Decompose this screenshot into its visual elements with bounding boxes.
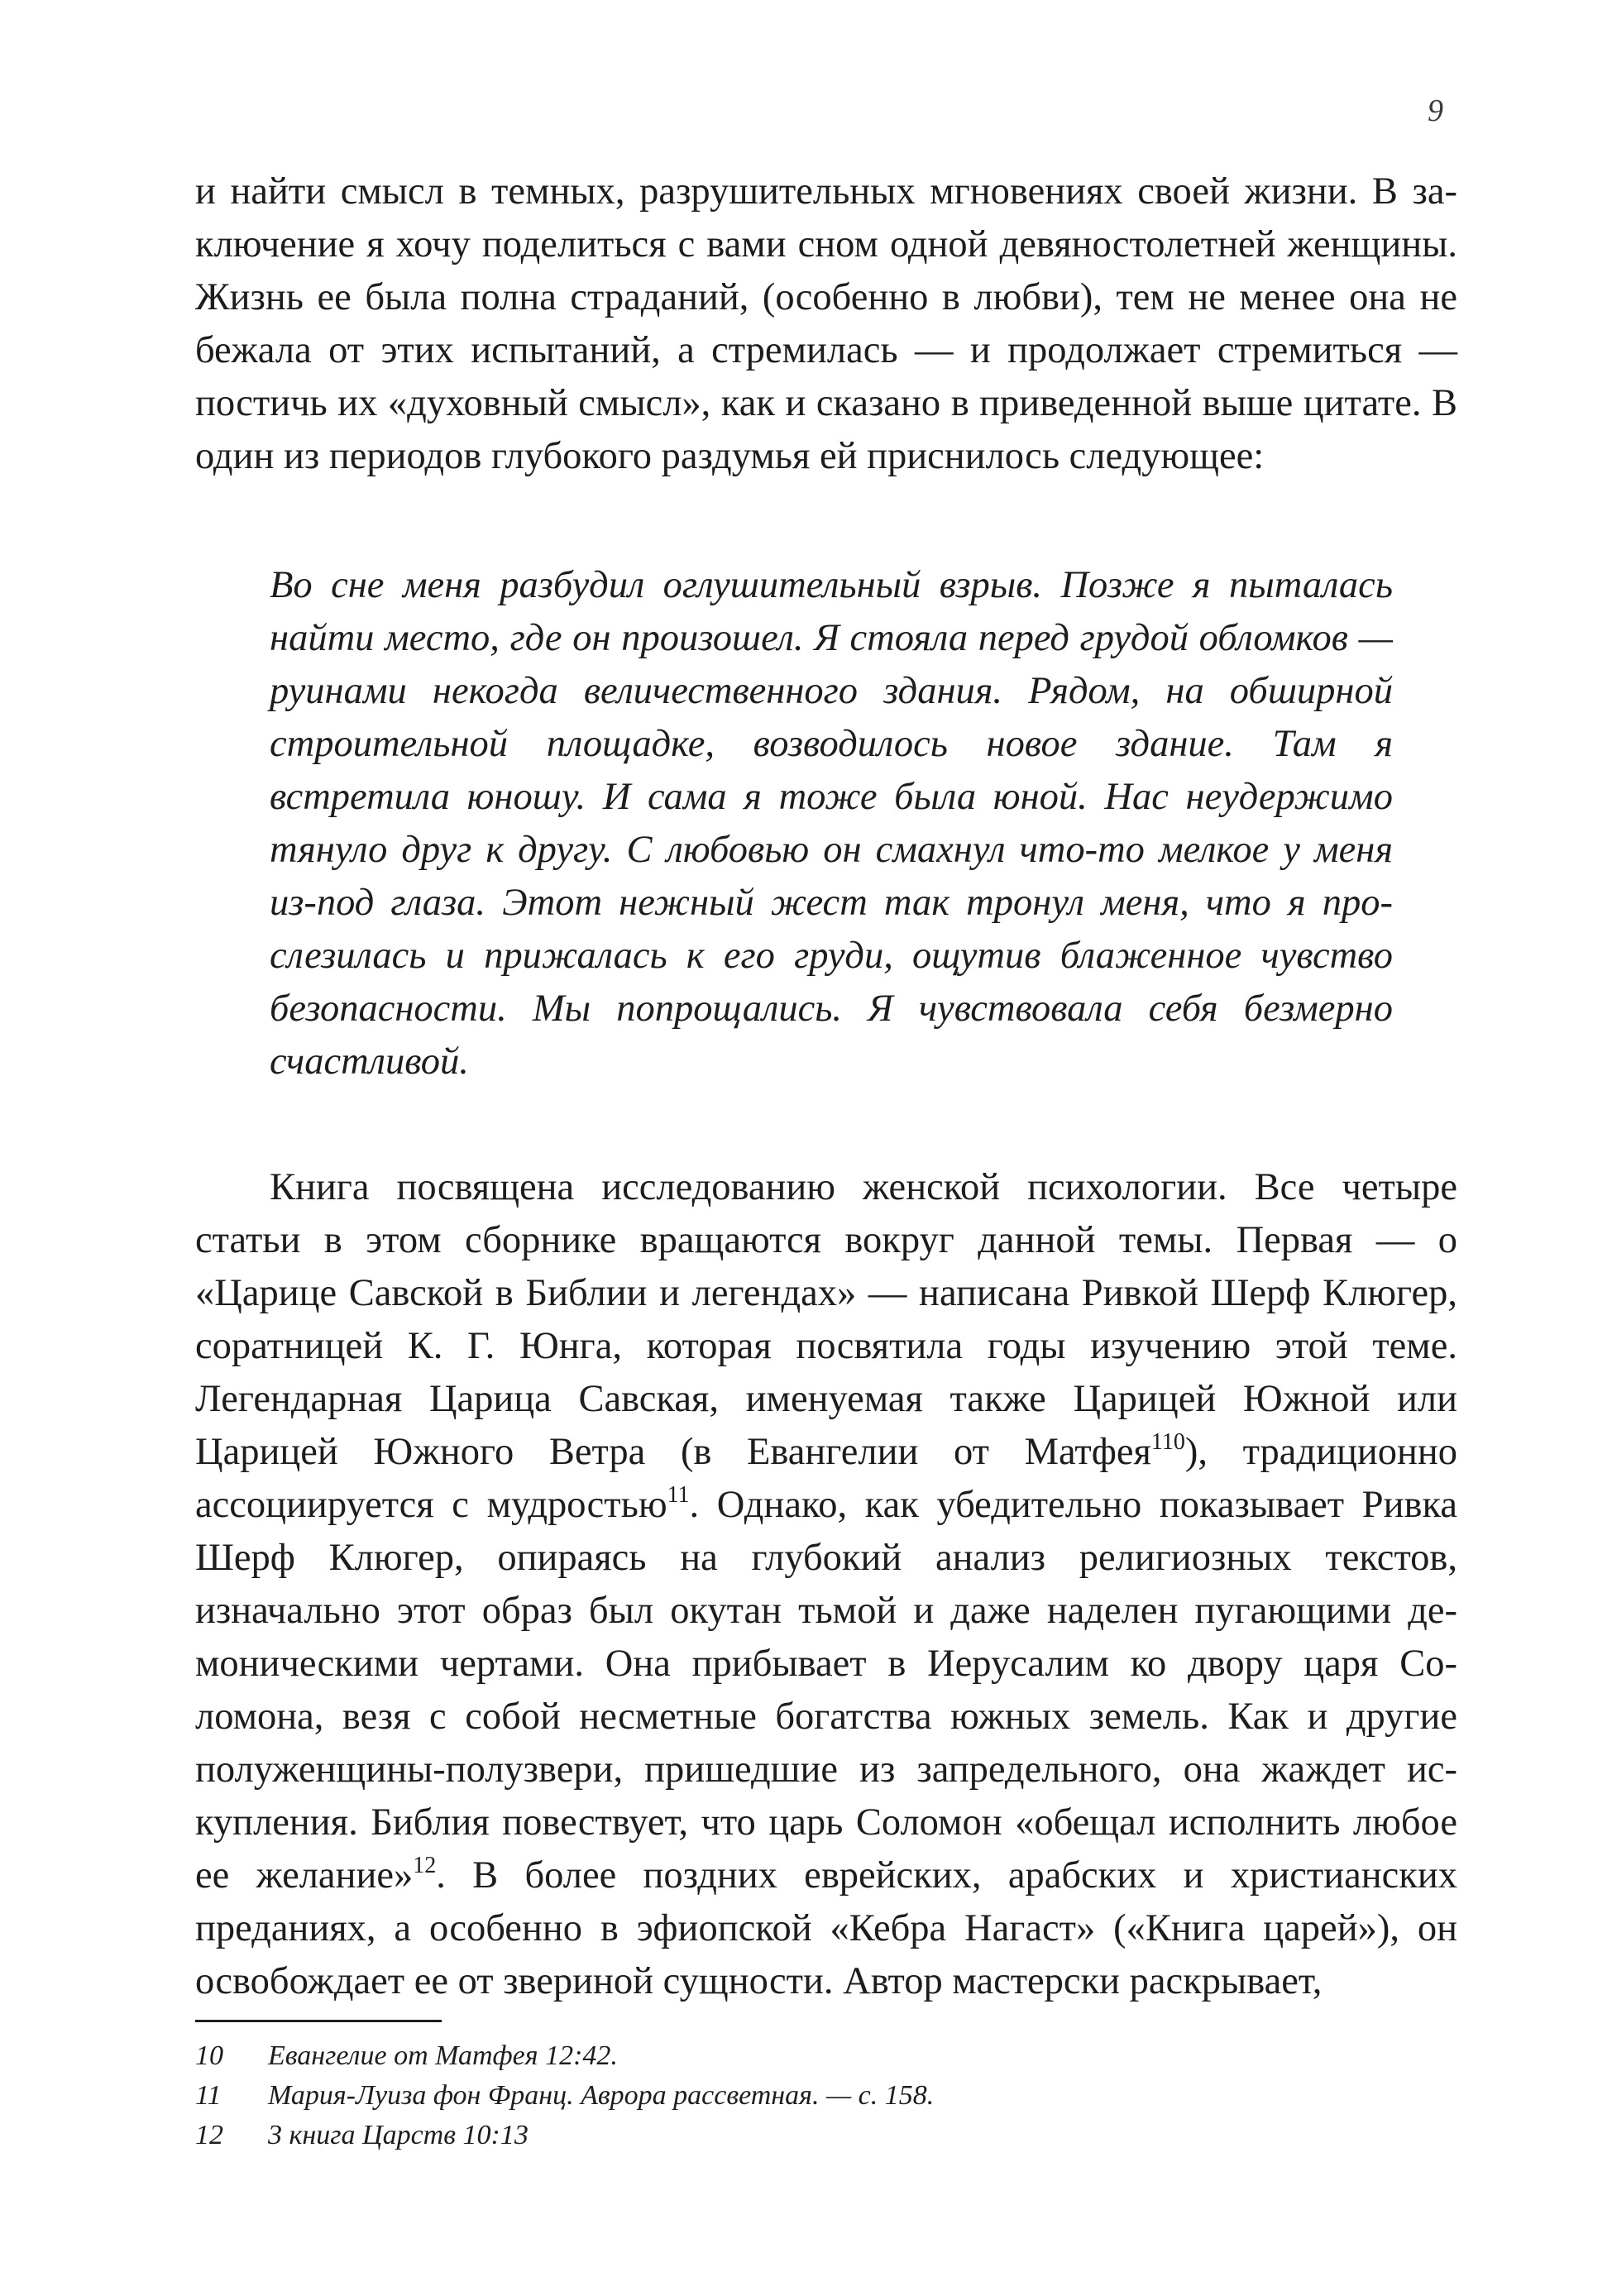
main-paragraph xyxy=(195,1161,1457,2008)
footnote-reference-10: 110 xyxy=(1150,1429,1185,1455)
footnote-reference-11: 11 xyxy=(667,1482,690,1508)
main-paragraph-part-1: Книга посвящена исследованию женской психологии. Все четыре статьи в этом сборнике вращаются вокруг данной темы. Первая — о «Царице Савской в Библии и легендах» — написана Ривкой Шерф Клюгер, соратницей К. Г. Юнга, которая посвятила годы изучению этой теме. Легендарная Царица Савская, именуемая также Царицей Южной или Царицей Южного Ветра (в Евангелии от Матфея xyxy=(195,1166,1457,1473)
footnote xyxy=(195,2116,1457,2155)
footnote xyxy=(195,2076,1457,2116)
footnotes xyxy=(195,2036,1457,2155)
intro-paragraph: и найти смысл в темных, разрушительных мгновениях своей жизни. В заключение я хочу поделиться с вами сном одной девяностолетней женщины. Жизнь ее была полна страданий, (особенно в любви), тем не менее она не бежала от этих испытаний, а стремилась — и продолжает стремиться — постичь их «духовный смысл», как и сказано в приведенной выше цитате. В один из периодов глубокого раздумья ей приснилось следующее: xyxy=(195,170,1457,477)
footnote-text: Мария-Луиза фон Франц. Аврора рассветная. — с. 158. xyxy=(268,2080,935,2111)
footnote-reference-12: 12 xyxy=(413,1853,437,1878)
dream-quote: Во сне меня разбудил оглушительный взрыв. Позже я пыталась найти место, где он произошел. Я стояла перед грудой обломков — руинами некогда величественного здания. Рядом, на обширной строительной площадке, возводилось новое здание. Там я встретила юношу. И сама я тоже была юной. Нас неудержимо тянуло друг к другу. С любовью он смахнул что-то мелкое у меня из-под глаза. Этот нежный жест так тронул меня, что я прослезилась и прижалась к его груди, ощутив блаженное чувство безопасности. Мы попрощались. Я чувствовала себя безмерно счастливой. xyxy=(270,564,1393,1083)
footnote-divider xyxy=(195,2020,442,2022)
footnote-number: 12 xyxy=(195,2120,223,2150)
page-number: 9 xyxy=(1428,93,1443,128)
main-paragraph-part-2: ), традиционно ассоциируется с мудростью xyxy=(195,1431,1457,1526)
footnote-text: 3 книга Царств 10:13 xyxy=(268,2120,529,2150)
footnote xyxy=(195,2036,1457,2076)
footnote-number: 10 xyxy=(195,2040,223,2071)
footnote-number: 11 xyxy=(195,2080,222,2111)
main-paragraph-part-3: . Однако, как убедительно показывает Ривка Шерф Клюгер, опираясь на глубокий анализ религиозных текстов, изначально этот образ был окутан тьмой и даже наделен пугающими демоническими чертами. Она прибывает в Иерусалим ко двору царя Соломона, везя с собой несметные богатства южных земель. Как и другие полуженщины-полузвери, пришедшие из запредельного, она жаждет искупления. Библия повествует, что царь Соломон «обещал исполнить любое ее желание» xyxy=(195,1484,1457,1897)
main-paragraph-part-4: . В более поздних еврейских, арабских и христианских преданиях, а особенно в эфиопской «Кебра Нагаст» («Книга царей»), он освобождает ее от звериной сущности. Автор мастерски раскрывает, xyxy=(195,1854,1457,2002)
footnote-text: Евангелие от Матфея 12:42. xyxy=(268,2040,618,2071)
